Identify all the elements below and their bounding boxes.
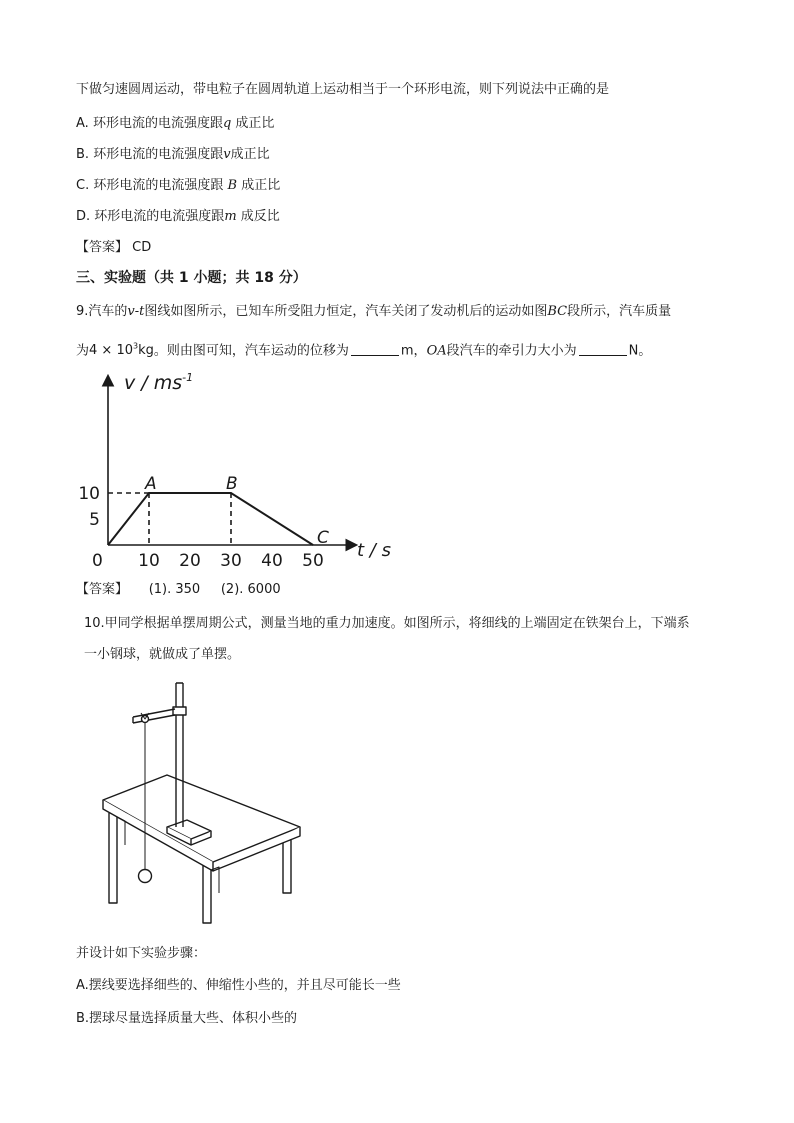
x-tick-label: 50 [302,551,324,571]
q8-answer: 【答案】 CD [76,240,152,255]
x-tick-label: 10 [138,551,160,571]
q9-line2: 为$4 \times 10^3kg$。则由图可知，汽车运动的位移为 m，OA段汽车的牵引力大小为 N。 [76,342,652,359]
y-axis-label: v / $ms^{-1}$ [124,371,194,394]
horizontal-arm [133,709,175,723]
table-leg-left [109,813,117,903]
clamp [173,707,186,715]
q9-answer: 【答案】 (1). 350 (2). 6000 [76,582,281,597]
section-title: 三、实验题（共 1 小题；共 18 分） [76,270,307,286]
point-label-b: B [226,474,238,494]
vt-series-line [108,493,313,545]
q10-line1: 10.甲同学根据单摆周期公式，测量当地的重力加速度。如图所示，将细线的上端固定在铁架台上，下端系 [84,616,690,631]
table-leg-right [283,839,291,893]
q8-option-c: C. 环形电流的电流强度跟 B 成正比 [76,178,281,193]
q10-line2: 一小钢球，就做成了单摆。 [84,647,241,662]
q8-stem: 下做匀速圆周运动，带电粒子在圆周轨道上运动相当于一个环形电流，则下列说法中正确的是 [76,82,610,97]
q8-option-b: B. 环形电流的电流强度跟v成正比 [76,147,270,162]
x-axis-label: t / s [357,540,391,561]
vt-chart [70,365,400,580]
pendulum-apparatus-figure [95,675,310,930]
x-tick-label: 40 [261,551,283,571]
point-label-a: A [145,474,157,494]
origin-label: 0 [92,551,103,571]
blank-traction-force[interactable] [579,341,627,356]
q8-option-d: D. 环形电流的电流强度跟m 成反比 [76,209,280,224]
q10-step-a: A.摆线要选择细些的、伸缩性小些的，并且尽可能长一些 [76,978,401,993]
y-tick-label: 10 [78,484,100,504]
x-tick-label: 30 [220,551,242,571]
q10-steps-intro: 并设计如下实验步骤： [76,946,207,961]
point-label-c: C [317,528,329,548]
pendulum-bob [139,870,152,883]
q9-line1: 9.汽车的v-t图线如图所示，已知车所受阻力恒定，汽车关闭了发动机后的运动如图BC段所示，汽车质量 [76,304,672,319]
x-tick-label: 20 [179,551,201,571]
q10-step-b: B.摆球尽量选择质量大些、体积小些的 [76,1011,298,1026]
q8-option-a: A. 环形电流的电流强度跟q 成正比 [76,116,275,131]
y-tick-label: 5 [89,510,100,530]
blank-displacement[interactable] [351,341,399,356]
mass-value: $4 \times 10^3kg$ [89,342,154,359]
table-leg-front [203,865,211,923]
